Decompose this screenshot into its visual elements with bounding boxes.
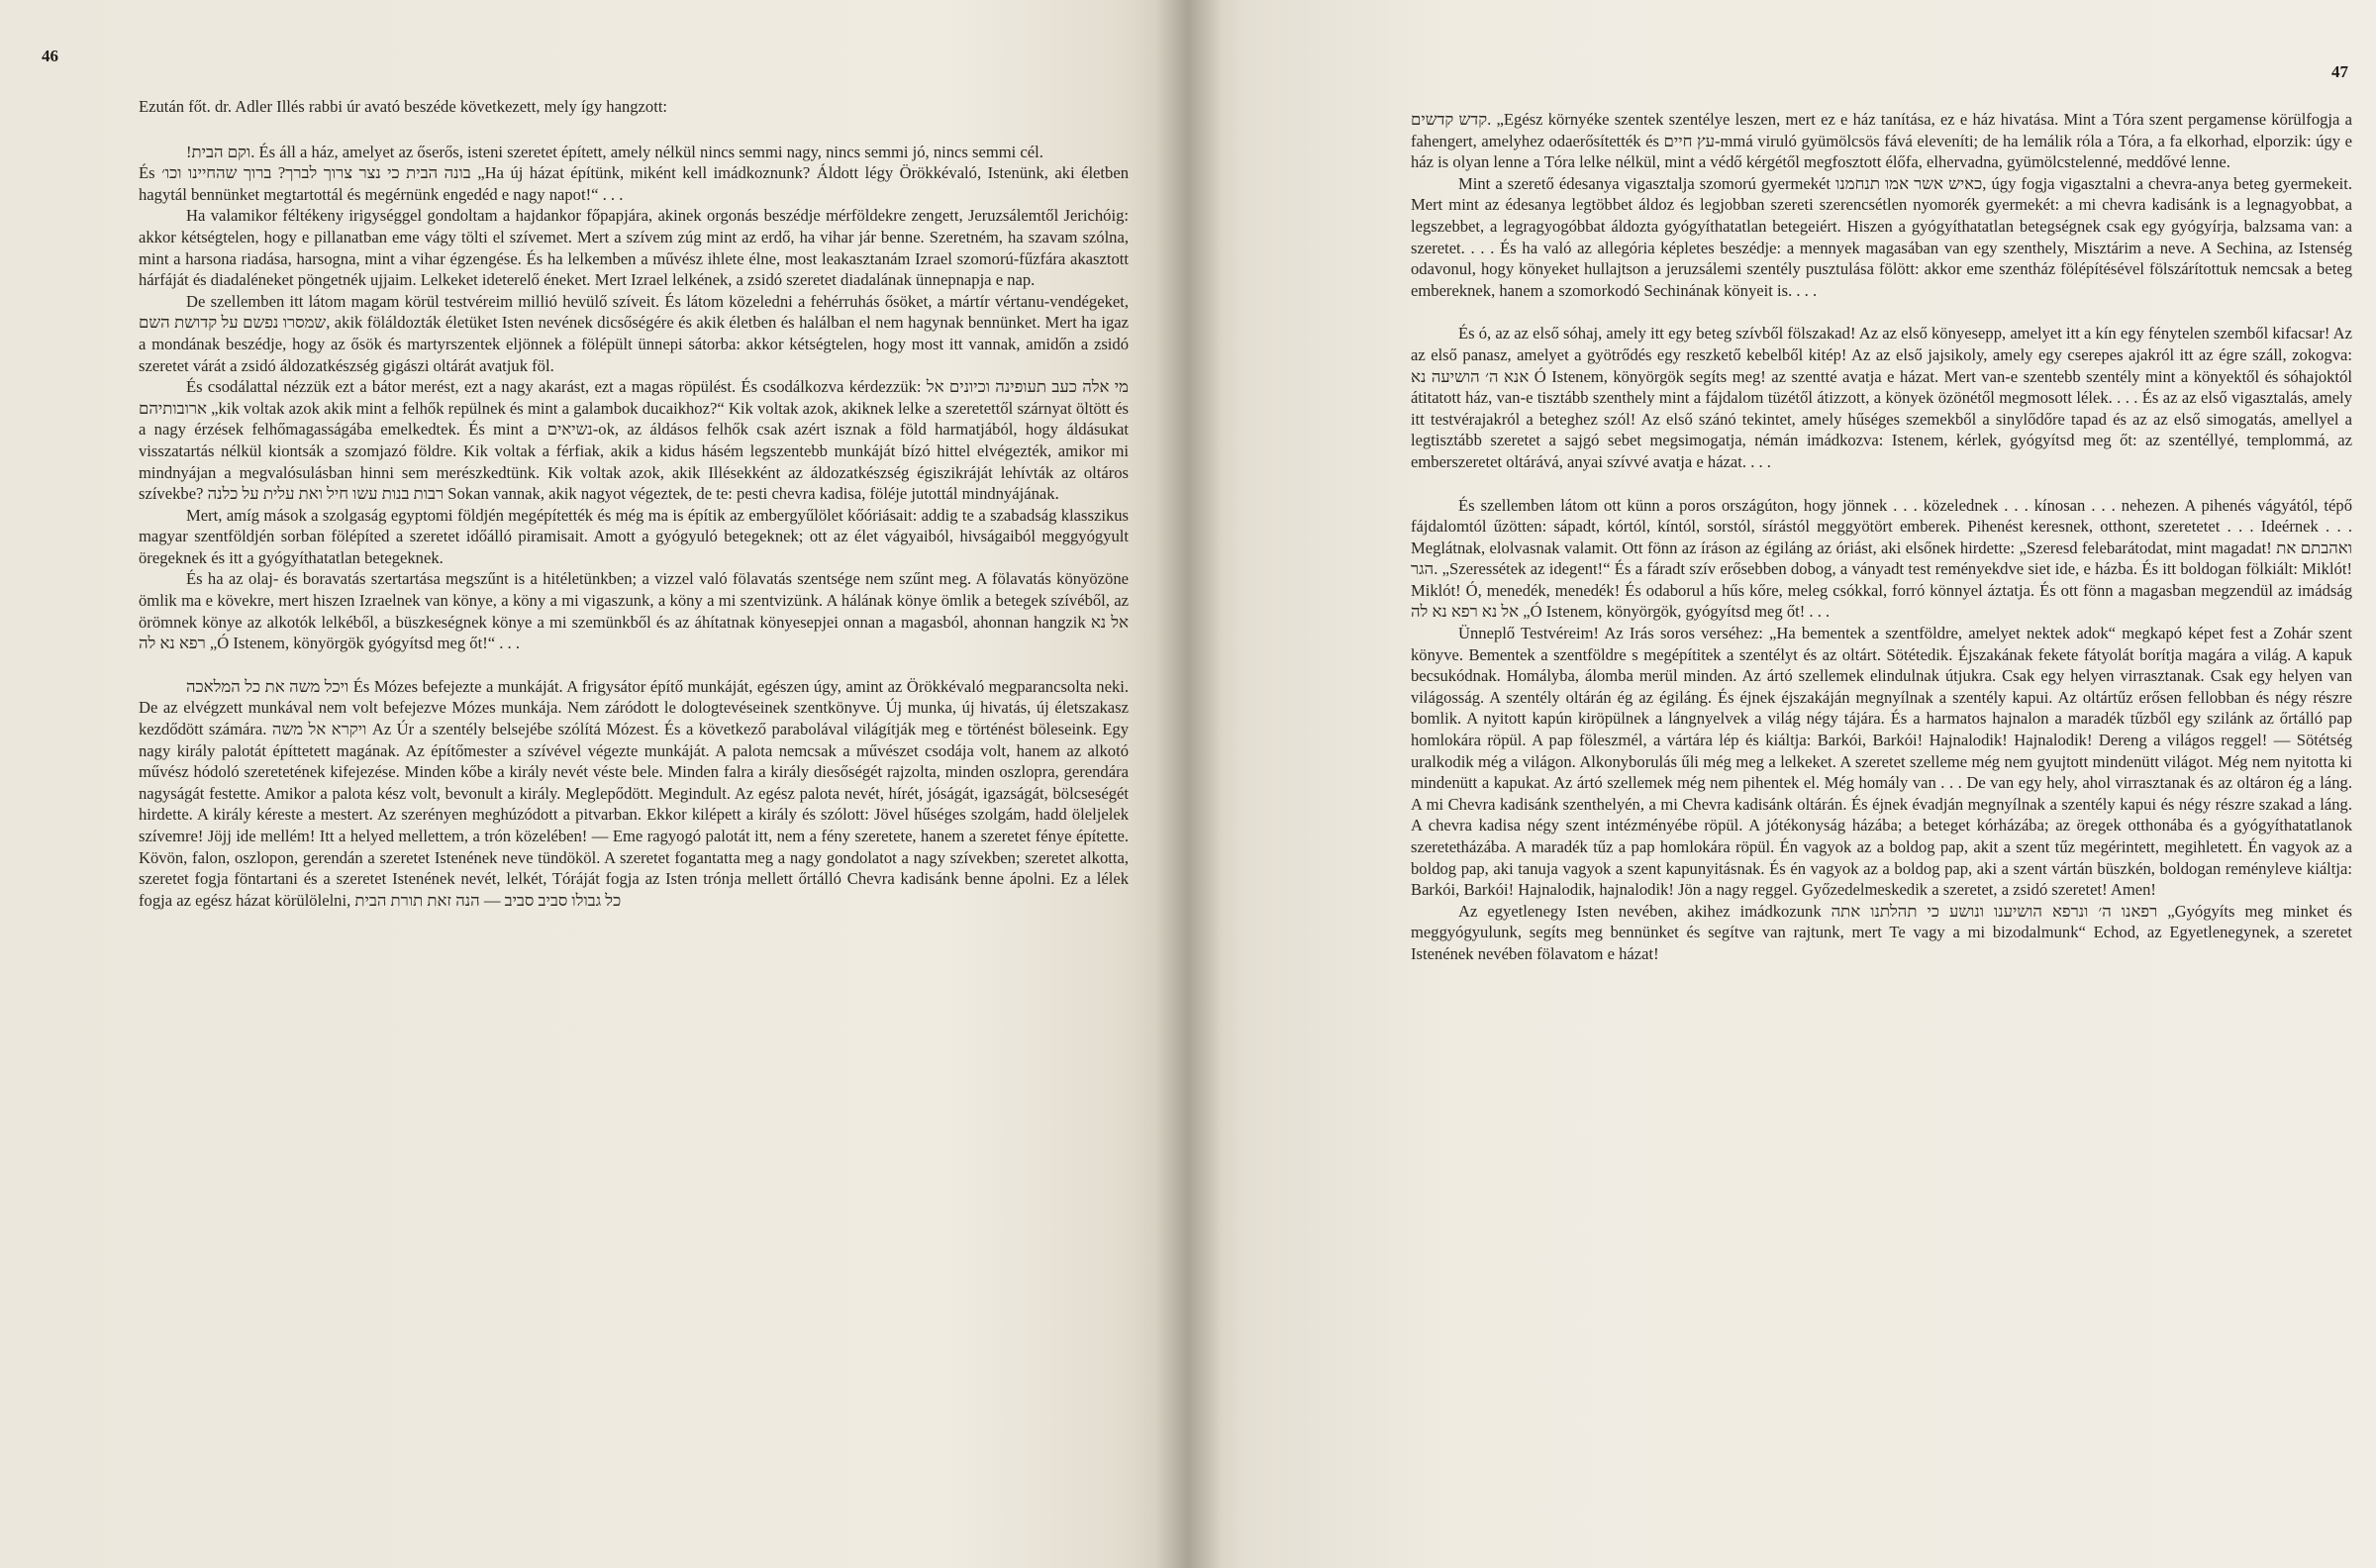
left-paragraph: !וקם הבית. És áll a ház, amelyet az őserős, isteni szeretet épített, amely nélkül nincs semmi nagy, nincs semmi jó, nincs semmi cél. (186, 142, 1043, 161)
right-paragraph: Az egyetlenegy Isten nevében, akihez imádkozunk רפאנו ה׳ ונרפא הושיענו ונושע כי תהלתנו אתה „Gyógyíts meg minket és meggyógyulunk, segíts meg bennünket és segítve van rajtunk, mert Te vagy a mi bizodalmunk“ Echod, az Egyetlenegynek, a szeretet Istenének nevében fölavatom e házat! (1411, 901, 2353, 963)
left-paragraph: És ha az olaj- és boravatás szertartása megszűnt is a hitéletünkben; a vizzel való fölavatás szentsége nem szűnt meg. A fölavatás könyözöne ömlik ma e kövekre, mert hiszen Izraelnek van könye, a köny a mi vigaszunk, a köny a mi szentvizünk. A hálának könye ömlik a betegek szívéből, az örömnek könye az alkotók lelkéből, a büszkeségnek könye a mi szemünkből és az áhítatnak könyesepjei onnan a magasból, ahonnan hangzik אל נא רפא נא לה „Ó Istenem, könyörgök gyógyítsd meg őt!“ . . . (139, 569, 1129, 653)
right-paragraph: És szellemben látom ott künn a poros országúton, hogy jönnek . . . közelednek . . . kínosan . . . nehezen. A pihenés vágyától, tépő fájdalomtól űzötten: sápadt, kórtól, kíntól, sorstól, sírástól meggyötört emberek. Pihenést keresnek, otthont, szeretetet . . . Ideérnek . . . Meglátnak, elolvasnak valamit. Ott fönn az íráson az égiláng az óriást, aki elsőnek hirdette: „Szeresd felebarátodat, mint magadat! ואהבתם את הגר. „Szeressétek az idegent!“ És a fáradt szív erősebben dobog, a ványadt test reményekdve siet ide, e házba. És itt boldogan fölkiált: Miklót! Miklót! Ó, menedék, menedék! És odaborul a hűs kőre, meleg csókkal, forró könnyel áztatja. És ott fönn a magasban megzendül az imádság אל נא רפא נא לה „Ó Istenem, könyörgök, gyógyítsd meg őt! . . . (1411, 495, 2352, 622)
right-paragraph: Mint a szerető édesanya vigasztalja szomorú gyermekét כאיש אשר אמו תנחמנו, úgy fogja vigasztalni a chevra-anya beteg gyermekeit. Mert mint az édesanya legtöbbet áldoz és legjobban szereti szerencsétlen nyomorék gyermekét: a mi chevra kadisánk is a legnagyobbat, a legszebbet, a legragyogóbbat áldozta gyógyíthatatlan betegeiért. Hiszen a gyógyíthatatlan betegségnek csak egy gyógyírja, balzsama van: a szeretet. . . . És ha való az allegória képletes beszédje: a mennyek magasában van egy szenthely, Misztárim a neve. A Sechina, az Istenség odavonul, hogy könyeket hullajtson a jeruzsálemi szentély pusztulása fölött: akkor eme szentház fölépítésével fölszárítottuk nemcsak a beteg embereknek, hanem a szomorkodó Sechinának könyeit is. . . . (1411, 173, 2352, 300)
left-paragraph: De szellemben itt látom magam körül testvéreim millió hevülő szíveit. És látom közeledni a fehérruhás ősöket, a mártír vértanu-vendégeket, שמסרו נפשם על קדושת השם, akik föláldozták életüket Isten nevének dicsőségére és akik életben és halálban el nem hagynak bennünket. Mert ha igaz a mondának beszédje, hogy az ősök és martyrszentek eljönnek a fölépült ünnepi sátorba: akkor kétségtelen, hogy most itt vannak, amidőn a zsidó szeretet várát a zsidó áldozatkészség gigászi oltárát avatjuk föl. (139, 291, 1129, 375)
right-paragraph: קדש קדשים. „Egész környéke szentek szentélye leszen, mert ez e ház tanítása, ez e ház hivatása. Mint a Tóra szent pergamense körülfogja a fahengert, amelyhez odaerősítették és עץ חיים-mmá viruló gyümölcsös fává eleveníti; de ha lemálik róla a Tóra, a fa elkorhad, elporzik: úgy e ház is olyan lenne a Tóra lelke nélkül, mint a védő kérgétől megfosztott élőfa, elhervadna, gyümölcstelenné, meddővé lenne. (1411, 110, 2353, 172)
speech-intro: Ezután főt. dr. Adler Illés rabbi úr avató beszéde következett, mely így hangzott: (139, 97, 668, 116)
right-page (1188, 0, 2376, 1568)
right-paragraph: És ó, az az első sóhaj, amely itt egy beteg szívből fölszakad! Az az első könyesepp, amelyet itt a kín egy fénytelen szemből kifacsar! Az az első panasz, amelyet a gyötrődés egy reszkető kebelből kitép! Az az első jajsikoly, amely egy cserepes ajakról itt az égre száll, zokogva: אנא ה׳ הושיעה נא Ó Istenem, könyörgök segíts meg! az szentté avatja e házat. Mert van-e szentebb szentély mint a könyektől és sóhajoktól átitatott ház, van-e tisztább szenthely mint a fájdalom tüzétől átizzott, a könyek özönétől megmosott lélek. . . . És az az első vigasztalás, amely itt testvérajakról a beteghez szól! Az első szánó tekintet, amely hűséges szemekből a sinylődőre tapad és az az első simogatás, amellyel a legtisztább szeretet a sajgó sebet megsimogatja, némán imádkozva: Istenem, kérlek, gyógyítsd meg őt: az szentéllyé, templommá, az emberszeretet oltárává, anyai szívvé avatja e házat. . . . (1411, 324, 2352, 471)
left-page-body (139, 142, 1129, 912)
page-number-left: 46 (42, 47, 58, 65)
page-number-right: 47 (2331, 62, 2348, 81)
left-paragraph: És בונה הבית כי נצר צרוך לברך? ברוך שהחיינו וכו׳ „Ha új házat építünk, miként kell imádkoznunk? Áldott légy Örökkévaló, Istenünk, aki életben hagytál bennünket megtartottál és megérnünk engedéd e nagy napot!“ . . . (139, 163, 1129, 204)
right-paragraph: Ünneplő Testvéreim! Az Irás soros verséhez: „Ha bementek a szentföldre, amelyet nektek adok“ megkapó képet fest a Zohár szent könyve. Bementek a szentföldre s megépítitek a szentélyt és az oltárt. Sötétedik. Éjszakának fekete fátyolát borítja magára a világ. A kapuk becsukódnak. Homályba, álomba merül minden. Az ártó szellemek elindulnak útjukra. Csak egy helyen virrasztanak. Csak egy helyen van világosság. A szentély oltárán ég az égiláng. És éjnek éjszakáján megnyílnak a szentély kapui. Az oltártűz erősen fellobban és négy részre bomlik. A nyitott kapún kiröpülnek a lángnyelvek a világ négy tájára. És a harmatos hajnalon a maradék tűzből egy szilánk az őrtálló pap homlokára röpül. A pap föleszmél, a vártára lép és kiáltja: Barkói, Barkói! Hajnalodik! Hajnalodik! Dereng a világos reggel! — Sötétség uralkodik még a világon. Alkonyborulás űli még meg a lelkeket. A szeretet szelleme még nem gyujtott mindenütt világot. Még nem nyitotta ki mindenütt a kapukat. Az ártó szellemek még nem pihentek el. Még homály van . . . De van egy hely, ahol virrasztanak és az oltáron ég a láng. A mi Chevra kadisánk szenthelyén, a mi Chevra kadisánk oltárán. És éjnek évadján megnyílnak a szentély kapui és négy részre szakad a láng. A chevra kadisa négy szent intézményébe röpül. A jótékonyság házába; a beteget kórházába; az öregek otthonába és a gyógyíthatatlanok szeretetházába. A maradék tűz a pap homlokára röpül. Én vagyok az a boldog pap, akit a szent tűz megérintett, megihletett. Én vagyok az a boldog pap, aki tanuja vagyok a szent kapunyitásnak. És én vagyok az a boldog pap, aki a szent vártán büszkén, boldogan reményleve kiáltja: Barkói, Barkói! Hajnalodik, hajnalodik! Jön a nagy reggel. Győzedelmeskedik a szeretet, a zsidó szeretet! Amen! (1411, 624, 2352, 900)
left-paragraph: És csodálattal nézzük ezt a bátor merést, ezt a nagy akarást, ezt a magas röpülést. És csodálkozva kérdezzük: מי אלה כעב תעופינה וכיונים אל ארובותיהם „kik voltak azok akik mint a felhők repülnek és mint a galambok ducaikhoz?“ Kik voltak azok, akiknek lelke a szeretettől szárnyat öltött és a nagy érzések felhőmagasságába emelkedtek. És mint a נשיאים-ok, az áldásos felhők csak azért isznak a föld harmatjából, hogy áldásukat visszatartás nélkül kiontsák a szomjazó földre. Kik voltak a férfiak, akik a kidus hásém legszentebb munkáját bízó hittel elvégezték, amikor mi mindnyájan a megvalósulásban hinni sem merészkedtünk. Kik voltak azok, akik Illésekként az áldozatkészség égiszikráját lehívták az oltáros szívekbe? רבות בנות עשו חיל ואת עלית על כלנה Sokan vannak, akik nagyot végeztek, de te: pesti chevra kadisa, föléje jutottál mindnyájának. (139, 377, 1129, 504)
right-page-body (1411, 109, 2352, 965)
left-paragraph: Ha valamikor féltékeny irigységgel gondoltam a hajdankor főpapjára, akinek orgonás beszédje mérföldekre zengett, Jeruzsálemtől Jerichóig: akkor kétségtelen, hogy e pillanatban eme vágy tölti el szívemet. Mert a szívem zúg mint az erdő, ha vihar jár benne. Szeretném, ha szavam szólna, mint a harsona riadása, harsogna, mint a vihar égzengése. És ha lelkemben a művész ihlete élne, most leakasztanám Izrael szomorú-fűzfára akasztott hárfáját és diadaléneket pöngetnék ujjaim. Lelkeket ideterelő éneket. Mert Izrael lelkének, a zsidó szeretet diadalának ünnepnapja e nap. (139, 206, 1129, 290)
left-paragraph: Mert, amíg mások a szolgaság egyptomi földjén megépítették és még ma is építik az embergyűlölet kőóriásait: addig te a szabadság klasszikus magyar szentföldjén sorban fölépíted a szeretet időálló piramisait. Amott a gyógyuló betegeknek; ott az élet vágyaiból, hivságaiból meggyógyult öregeknek és itt a gyógyíthatatlan betegeknek. (139, 505, 1129, 567)
gutter-shadow-right (1188, 0, 1222, 1568)
gutter-shadow-left (1154, 0, 1188, 1568)
left-paragraph: ויכל משה את כל המלאכה És Mózes befejezte a munkáját. A frigysátor építő munkáját, egészen úgy, amint az Örökkévaló megparancsolta neki. De az elvégzett munkával nem volt befejezve Mózes munkája. Nem záródott le dologtevéseinek szentkönyve. Új munka, új hivatás, új életszakasz kezdődött számára. ויקרא אל משה Az Úr a szentély belsejébe szólítá Mózest. És a következő parabolával világítják meg e történést böleseink. Egy nagy király palotát építtetett magának. Az építőmester a szívével végezte munkáját. A palota nemcsak a művészet csodája volt, hanem az alkotó művész hódoló szeretetének kifejezése. Minden kőbe a király nevét véste bele. Minden falra a király diesőségét rajzolta, minden oszlopra, gerendára nagyságát festette. Amikor a palota kész volt, bevonult a király. Meglepődött. Megindult. Az egész palota nevét, hírét, jóságát, igazságát, bölcseségét hirdette. A király kéreste a mestert. Az szerényen meghúzódott a pitvarban. Ekkor kilépett a király és szólott: Jövel hűséges szolgám, hadd öleljelek szívemre! Jöjj ide mellém! Itt a helyed mellettem, a trón közelében! — Eme ragyogó palotát itt, nem a fény szeretete, hanem a szeretet fénye építette. Kövön, falon, oszlopon, gerendán a szeretet Istenének neve tündököl. A szeretet fogantatta meg a nagy gondolatot a nagy szívekben; szeretet alkotta, szeretet fogja föntartani és a szeretet Istenének nevét, lelkét, Tóráját fogja az Isten trónja mellett őrtálló Chevra kadisánk benne ápolni. Ez a lélek fogja az egész házat körülölelni, כל גבולו סביב סביב — הנה זאת תורת הבית (139, 676, 1130, 910)
